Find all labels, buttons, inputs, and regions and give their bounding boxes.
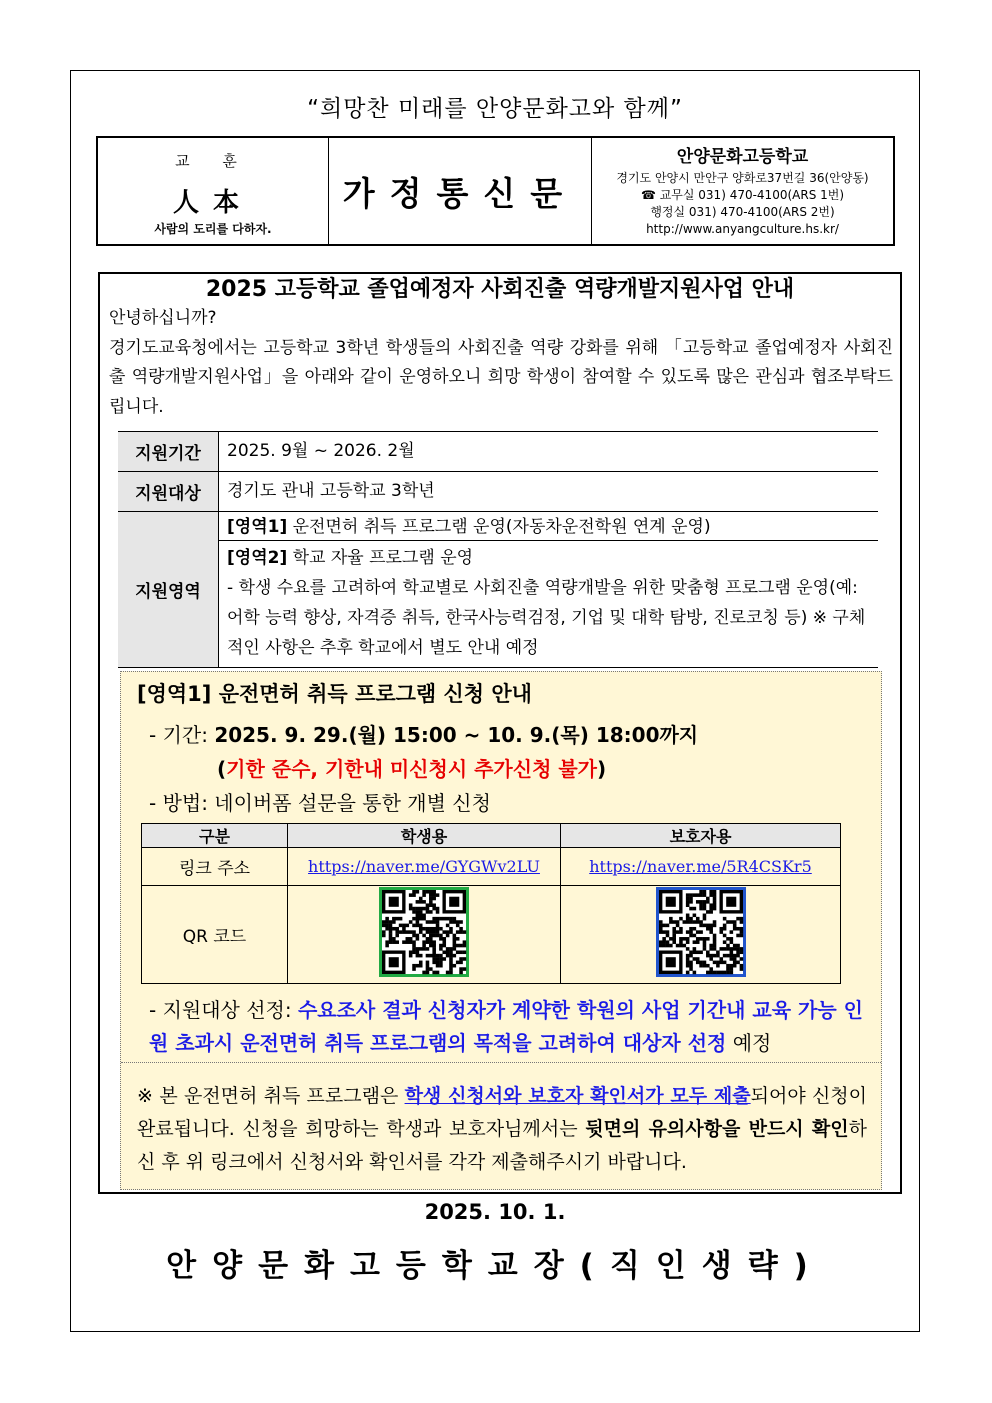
student-link[interactable]: https://naver.me/GYGWv2LU xyxy=(308,856,540,876)
area1-tag: [영역1] xyxy=(227,517,288,537)
principal-signature: 안양문화고등학교장(직인생략) xyxy=(166,1248,824,1284)
area1 xyxy=(219,512,878,541)
selection-highlight: 수요조사 결과 신청자가 계약한 학원의 사업 기간내 교육 가능 인원 초과시 운전면허 취득 프로그램의 목적을 고려하여 대상자 선정 xyxy=(149,998,863,1055)
school-motto xyxy=(98,138,329,244)
area-label: 지원영역 xyxy=(118,512,219,668)
deadline-open: ( xyxy=(217,757,227,781)
deadline-close: ) xyxy=(597,757,607,781)
selection-label: - 지원대상 선정: xyxy=(149,998,292,1022)
document-title: 가정통신문 xyxy=(329,138,592,244)
support-info-table xyxy=(118,431,878,668)
selection-tail: 예정 xyxy=(732,1031,772,1055)
parent-qr-code-icon[interactable] xyxy=(656,887,746,977)
table-row xyxy=(142,886,841,984)
target-value: 경기도 관내 고등학교 3학년 xyxy=(219,472,879,512)
row-link-label: 링크 주소 xyxy=(142,848,288,886)
phone-admin: 행정실 031) 470-4100(ARS 2번) xyxy=(650,205,835,219)
greeting: 안녕하십니까? xyxy=(109,308,217,328)
deadline-warning: 기한 준수, 기한내 미신청시 추가신청 불가 xyxy=(226,757,597,781)
col-category: 구분 xyxy=(142,824,288,848)
area2 xyxy=(219,541,878,667)
application-period xyxy=(149,719,698,748)
application-details xyxy=(121,672,881,1063)
phone-office: ☎ 교무실 031) 470-4100(ARS 1번) xyxy=(640,188,845,202)
table-header-row xyxy=(142,824,841,848)
notice-box xyxy=(98,272,902,1194)
period-label: - 기간: xyxy=(149,723,208,747)
notice-title: 2025 고등학교 졸업예정자 사회진출 역량개발지원사업 안내 xyxy=(205,277,795,302)
col-parent: 보호자용 xyxy=(561,824,841,848)
table-row xyxy=(118,472,878,512)
notice-intro xyxy=(109,304,893,422)
note-bold: 뒷면의 유의사항을 반드시 확인 xyxy=(585,1118,849,1140)
table-row xyxy=(142,848,841,886)
note-highlight: 학생 신청서와 보호자 확인서가 모두 제출 xyxy=(404,1085,751,1107)
parent-link[interactable]: https://naver.me/5R4CSKr5 xyxy=(589,856,812,876)
area2-text: 학교 자율 프로그램 운영 xyxy=(292,548,474,568)
motto-label: 교 훈 xyxy=(175,152,251,170)
application-title: [영역1] 운전면허 취득 프로그램 신청 안내 xyxy=(137,682,532,706)
period-text: 2025. 9. 29.(월) 15:00 ~ 10. 9.(목) 18:00까지 xyxy=(214,723,699,747)
table-row xyxy=(118,432,878,472)
deadline-warning-line xyxy=(217,753,606,782)
period-value: 2025. 9월 ~ 2026. 2월 xyxy=(219,432,879,472)
application-method: - 방법: 네이버폼 설문을 통한 개별 신청 xyxy=(149,791,491,815)
row-qr-label: QR 코드 xyxy=(142,886,288,984)
student-qr-code-icon[interactable] xyxy=(379,887,469,977)
school-name: 안양문화고등학교 xyxy=(676,147,809,167)
link-qr-table xyxy=(141,823,841,984)
application-panel xyxy=(120,671,882,1190)
area2-tag: [영역2] xyxy=(227,548,288,568)
note-tail: 하신 후 위 링크에서 신청서와 확인서를 각각 제출해주시기 바랍니다. xyxy=(137,1118,867,1173)
school-slogan: “희망찬 미래를 안양문화고와 함께” xyxy=(307,96,683,122)
motto-text: 人本 xyxy=(172,188,253,218)
period-label: 지원기간 xyxy=(118,432,219,472)
col-student: 학생용 xyxy=(288,824,561,848)
motto-subtitle: 사람의 도리를 다하자. xyxy=(154,222,272,236)
target-label: 지원대상 xyxy=(118,472,219,512)
area-value xyxy=(219,512,879,668)
selection-criteria xyxy=(149,994,869,1060)
note-mid: 되어야 신청이 완료됩니다. 신청을 희망하는 학생과 보호자님께서는 xyxy=(137,1085,868,1140)
letterhead xyxy=(96,136,895,246)
note-prefix: ※ 본 운전면허 취득 프로그램은 xyxy=(137,1085,399,1107)
school-info xyxy=(592,138,893,244)
school-address: 경기도 안양시 만안구 양화로37번길 36(안양동) xyxy=(616,171,869,185)
school-website[interactable]: http://www.anyangculture.hs.kr/ xyxy=(646,222,839,236)
area1-text: 운전면허 취득 프로그램 운영(자동차운전학원 연계 운영) xyxy=(292,517,711,537)
intro-body: 경기도교육청에서는 고등학교 3학년 학생들의 사회진출 역량 강화를 위해 「고등학교 졸업예정자 사회진출 역량개발지원사업」을 아래와 같이 운영하오니 희망 학생이 참여할 수 있도록 많은 관심과 협조부탁드립니다. xyxy=(109,337,893,417)
submission-note xyxy=(137,1080,867,1179)
area2-detail: - 학생 수요를 고려하여 학교별로 사회진출 역량개발을 위한 맞춤형 프로그램 운영(예: 어학 능력 향상, 자격증 취득, 한국사능력검정, 기업 및 대학 탐방, 진로코칭 등) ※ 구체적인 사항은 추후 학교에서 별도 안내 예정 xyxy=(227,578,866,658)
table-row xyxy=(118,512,878,668)
issue-date: 2025. 10. 1. xyxy=(424,1200,566,1224)
